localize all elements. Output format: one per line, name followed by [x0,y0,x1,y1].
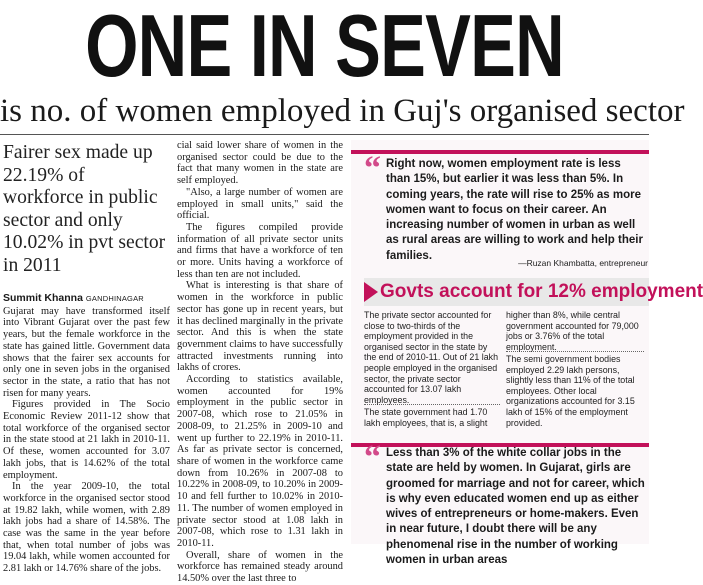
article-paragraph: Figures provided in The Socio Economic Review 2011-12 show that total workforce of the organised sector in the state stood at 21 lakh in 2010-11. Of these, women accounted for 3.07 lakh jobs, that is 14.62% of the total employment. [3,399,170,481]
box-paragraph: The semi government bodies employed 2.29 lakh persons, slightly less than 11% of the total employees. Other local organizations accounted for 3.15 lakh of 15% of the employment provided. [506,354,635,428]
box-column-2 [506,310,644,430]
quote-attribution: —Ruzan Khambatta, entrepreneur [518,258,648,268]
article-column-1 [3,140,170,575]
article-paragraph: "Also, a large number of women are employed in small units," said the official. [177,186,343,222]
pull-quote-2 [364,439,647,568]
byline-name: Summit Khanna [3,292,83,304]
quote-mark-icon: “ [364,439,381,476]
banner-title: Govts account for 12% employment [380,281,703,302]
article-paragraph: Overall, share of women in the workforce has remained steady around 14.50% over the last three to [177,549,343,585]
headline: ONE IN SEVEN [85,0,564,95]
pull-quote-1 [364,150,647,264]
article-paragraph: The figures compiled provide information of all private sector units and firms that have a workforce of ten or more. Units having a workforce of less than ten are not included. [177,221,343,280]
pull-quote-2-text: Less than 3% of the white collar jobs in the state are held by women. In Gujarat, girls are groomed for marriage and not for career, which is why even educated women end up as either wives of entrepreneurs or home-makers. Even in near future, I doubt there will be any phenomenal rise in the number of working women in urban areas [386,447,645,567]
pull-quote-1-text: Right now, women employment rate is less than 15%, but earlier it was less than 5%. In coming years, the rate will rise to 25% as more women want to focus on their career. An increasing number of women in urban as well as rural areas are willing to work and help their families. [386,158,643,262]
byline-place: GANDHINAGAR [85,294,144,303]
box-paragraph: higher than 8%, while central government accounted for 79,000 jobs or 3.76% of the total employment. [506,310,639,352]
byline [3,293,170,305]
article-paragraph: According to statistics available, women accounted for 19% employment in the public sector in 2007-08, which rose to 21.05% in 2008-09, to 21.25% in 2009-10 and went up further to 22.19% in 2010-11. As far as private sector is concerned, share of women in the workforce came down from 10.26% in 2007-08 to 10.22% in 2008-09, to 10.20% in 2009-10 and fell further to 10.02% in 2010-11. The number of women employed in private sector stood at 1.08 lakh in 2007-08, which rose to 1.31 lakh in 2010-11. [177,374,343,549]
subheadline: is no. of women employed in Guj's organised sector [0,93,685,129]
deck: Fairer sex made up 22.19% of workforce in public sector and only 10.02% in pvt sector in 2011 [3,142,166,276]
article-column-2 [177,140,343,585]
quote-mark-icon: “ [364,150,381,187]
article-paragraph: What is interesting is that share of women in the workforce in public sector has gone up in recent years, but it has declined marginally in the private sector. And this is when the state government claims to have successfully attracted investments running into lakhs of crores. [177,280,343,374]
sidebar-accent-bar [351,150,649,154]
box-paragraph: The state government had 1.70 lakh employees, that is, a slight [364,407,488,428]
box-paragraph: The private sector accounted for close to two-thirds of the employment provided in the organised sector in the state by the end of 2010-11. Out of 21 lakh people employed in the organised sector, the private sector accounted for 13.07 lakh employees. [364,310,499,405]
article-paragraph: Gujarat may have transformed itself into Vibrant Gujarat over the past few years, but the female workforce in the state has gained little. Government data shows that the fairer sex accounts for only one in seven jobs in the organised sector in the state, a ratio that has not risen for many years. [3,305,170,399]
article-paragraph: In the year 2009-10, the total workforce in the organised sector stood at 19.82 lakh, while women, with 2.89 lakh jobs had a share of 14.58%. The case was the same in the year before that, when total number of jobs was 19.04 lakh, while women accounted for 2.81 lakh or 14.76% share of the jobs. [3,481,170,575]
banner-arrow-icon [364,282,378,302]
top-divider [0,134,649,135]
box-column-1 [364,310,500,430]
article-paragraph: cial said lower share of women in the organised sector could be due to the fact that many women in the state are self employed. [177,140,343,187]
section-banner [364,278,703,306]
